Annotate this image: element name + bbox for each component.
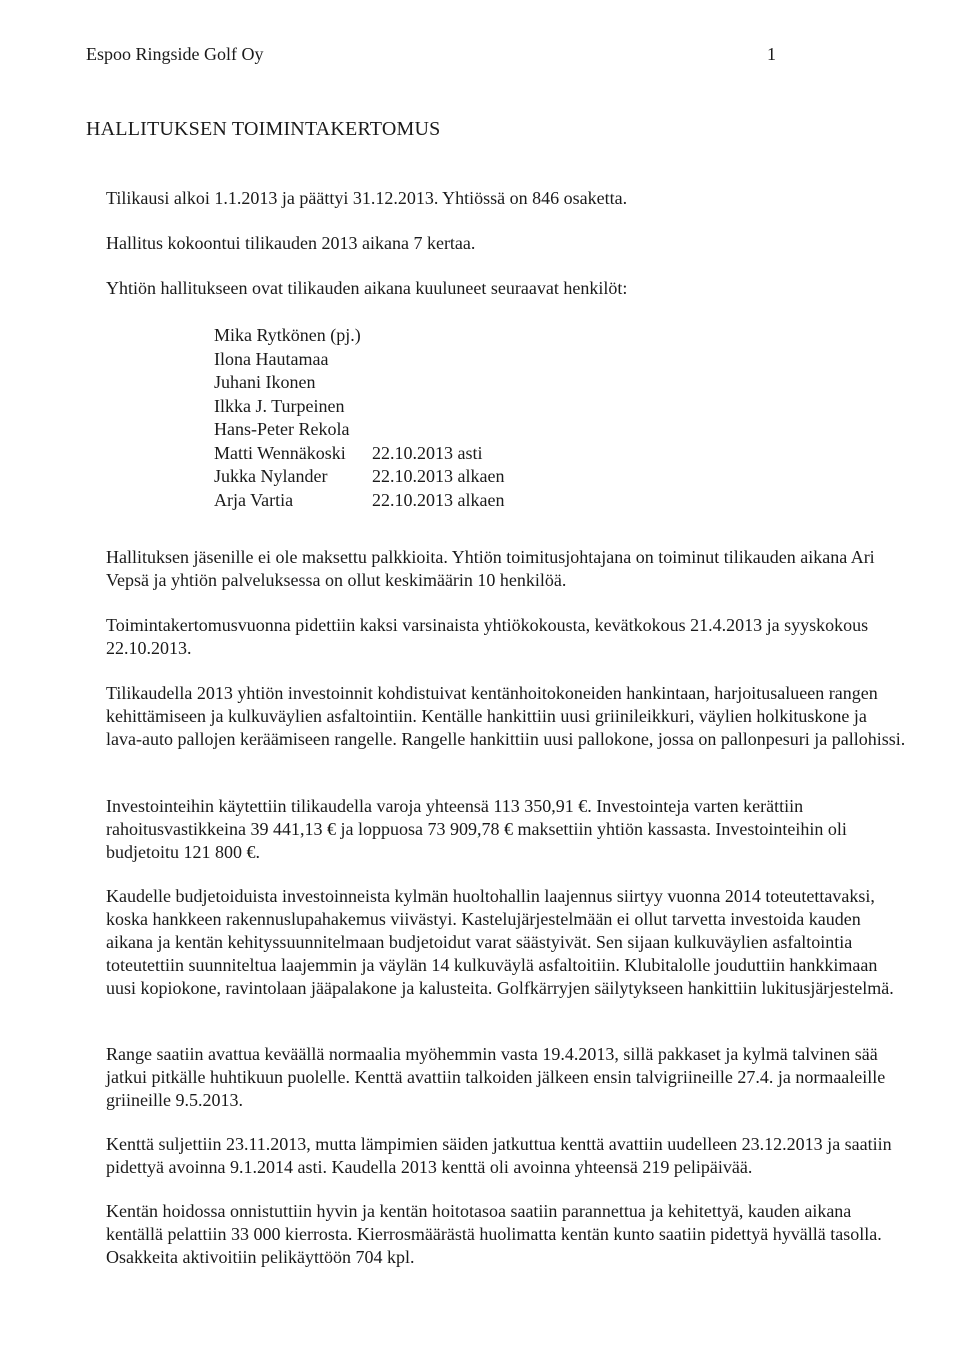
member-name: Hans-Peter Rekola	[214, 419, 350, 439]
document-title: HALLITUKSEN TOIMINTAKERTOMUS	[86, 118, 441, 140]
member-note: 22.10.2013 alkaen	[372, 489, 505, 510]
paragraph-fiscal-period: Tilikausi alkoi 1.1.2013 ja päättyi 31.12.2013. Yhtiössä on 846 osaketta.	[106, 188, 628, 208]
company-name: Espoo Ringside Golf Oy	[86, 44, 264, 64]
paragraph-postponed-investments: Kaudelle budjetoiduista investoinneista kylmän huoltohallin laajennus siirtyy vuonna 2014 toteutettavaksi, koska hankkeen rakennuslupahakemus viivästyi. Kastelujärjestelmään ei ollut tarvetta investoida kauden aikana ja kentän kehityssuunnitelmaan budjetoidut varat säästyivät. Sen sijaan kulkuväylien asfaltointia toteutettiin suunniteltua laajemmin ja väylän 14 kulkuväylä asfaltoitiin. Klubitalolle jouduttiin hankkimaan uusi kopiokone, ravintolaan jääpalakone ja kalusteita. Golfkärryjen säilytykseen hankittiin lukitusjärjestelmä.	[106, 886, 894, 998]
member-note: 22.10.2013 alkaen	[372, 466, 505, 486]
paragraph-board-fees: Hallituksen jäsenille ei ole maksettu palkkioita. Yhtiön toimitusjohtajana on toiminut tilikauden aikana Ari Vepsä ja yhtiön palveluksessa on ollut keskimäärin 10 henkilöä.	[106, 547, 875, 590]
member-note: 22.10.2013 asti	[372, 442, 483, 463]
paragraph-members-intro: Yhtiön hallitukseen ovat tilikauden aikana kuuluneet seuraavat henkilöt:	[106, 278, 628, 298]
member-name: Arja Vartia	[214, 489, 294, 510]
paragraph-general-meetings: Toimintakertomusvuonna pidettiin kaksi varsinaista yhtiökokousta, kevätkokous 21.4.2013 ja syyskokous 22.10.2013.	[106, 615, 869, 658]
paragraph-investments: Tilikaudella 2013 yhtiön investoinnit kohdistuivat kentänhoitokoneiden hankintaan, harjoitusalueen rangen kehittämiseen ja kulkuväylien asfaltointiin. Kentälle hankittiin uusi griinileikkuri, väylien holkituskone ja lava-auto pallojen keräämiseen rangelle. Rangelle hankittiin uusi pallokone, jossa on pallonpesuri ja pallohissi.	[106, 683, 906, 749]
paragraph-course-closing: Kenttä suljettiin 23.11.2013, mutta lämpimien säiden jatkuttua kenttä avattiin uudelleen 23.12.2013 ja saatiin pidettyä avoinna 9.1.2014 asti. Kaudella 2013 kenttä oli avoinna yhteensä 219 pelipäivää.	[106, 1134, 892, 1177]
member-name: Ilkka J. Turpeinen	[214, 395, 345, 416]
member-name: Ilona Hautamaa	[214, 348, 329, 369]
paragraph-maintenance: Kentän hoidossa onnistuttiin hyvin ja kentän hoitotasoa saatiin parannettua ja kehitettyä, kauden aikana kentällä pelattiin 33 000 kierrosta. Kierrosmäärästä huolimatta kentän kunto saatiin pidettyä hyvällä tasolla. Osakkeita aktivoitiin pelikäyttöön 704 kpl.	[106, 1201, 882, 1267]
member-name: Matti Wennäkoski	[214, 442, 346, 463]
member-name: Jukka Nylander	[214, 466, 328, 486]
paragraph-range-opening: Range saatiin avattua keväällä normaalia myöhemmin vasta 19.4.2013, sillä pakkaset ja kylmä talvinen sää jatkui pitkälle huhtikuun puolelle. Kenttä avattiin talkoiden jälkeen ensin talvigriineille 27.4. ja normaaleille griineille 9.5.2013.	[106, 1044, 886, 1110]
page-number: 1	[767, 44, 776, 64]
paragraph-meetings: Hallitus kokoontui tilikauden 2013 aikana 7 kertaa.	[106, 233, 476, 253]
member-name: Mika Rytkönen (pj.)	[214, 325, 361, 345]
member-name: Juhani Ikonen	[214, 372, 316, 392]
paragraph-investment-funding: Investointeihin käytettiin tilikaudella varoja yhteensä 113 350,91 €. Investointeja varten kerättiin rahoitusvastikkeina 39 441,13 € ja loppuosa 73 909,78 € maksettiin yhtiön kassasta. Investointeihin oli budjetoitu 121 800 €.	[106, 796, 847, 862]
